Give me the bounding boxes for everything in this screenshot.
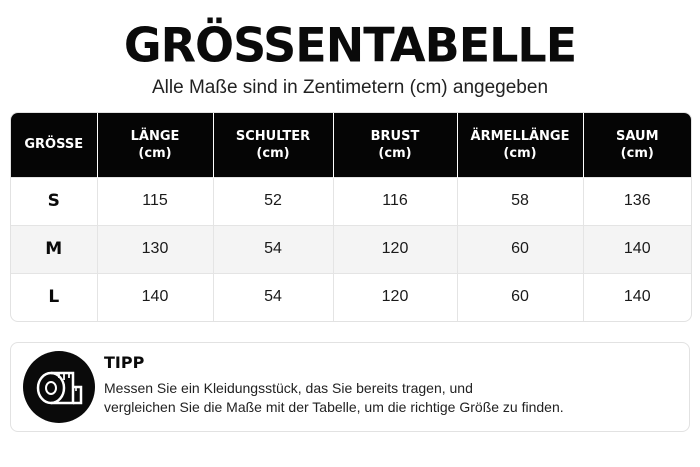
length-cell: 140 <box>97 273 213 321</box>
header-hem: SAUM (cm) <box>615 128 659 161</box>
length-cell: 115 <box>97 177 213 225</box>
tip-text-line: Messen Sie ein Kleidungsstück, das Sie bereits tragen, und <box>104 380 473 396</box>
chest-cell: 120 <box>333 225 457 273</box>
size-cell: S <box>11 177 97 225</box>
chest-cell: 120 <box>333 273 457 321</box>
size-table <box>10 112 692 322</box>
shoulder-cell: 54 <box>213 225 333 273</box>
size-chart-table <box>11 113 691 321</box>
hem-cell: 140 <box>583 273 691 321</box>
header-sleeve-length: ÄRMELLÄNGE (cm) <box>457 113 583 177</box>
length-cell: 130 <box>97 225 213 273</box>
shoulder-cell: 54 <box>213 273 333 321</box>
page-title: GRÖSSENTABELLE <box>123 17 577 73</box>
hem-cell: 140 <box>583 225 691 273</box>
sleeve-length-cell: 58 <box>457 177 583 225</box>
sleeve-length-cell: 60 <box>457 225 583 273</box>
header-shoulder: SCHULTER (cm) <box>213 113 333 177</box>
measuring-tape-icon <box>23 351 95 423</box>
table-row <box>11 225 691 273</box>
table-row <box>11 273 691 321</box>
tip-text-line: vergleichen Sie die Maße mit der Tabelle, um die richtige Größe zu finden. <box>104 399 564 415</box>
tip-box <box>10 342 690 432</box>
chest-cell: 116 <box>333 177 457 225</box>
header-chest: BRUST (cm) <box>333 113 457 177</box>
tip-text <box>104 379 674 417</box>
table-row <box>11 177 691 225</box>
hem-cell: 136 <box>583 177 691 225</box>
table-header-row <box>11 113 691 177</box>
shoulder-cell: 52 <box>213 177 333 225</box>
header-length: LÄNGE (cm) <box>97 113 213 177</box>
sleeve-length-cell: 60 <box>457 273 583 321</box>
tip-title: TIPP <box>104 353 145 372</box>
header-size: GRÖSSE <box>11 113 97 177</box>
size-cell: M <box>11 225 97 273</box>
size-cell: L <box>11 273 97 321</box>
page-subtitle: Alle Maße sind in Zentimetern (cm) angegeben <box>151 77 549 98</box>
